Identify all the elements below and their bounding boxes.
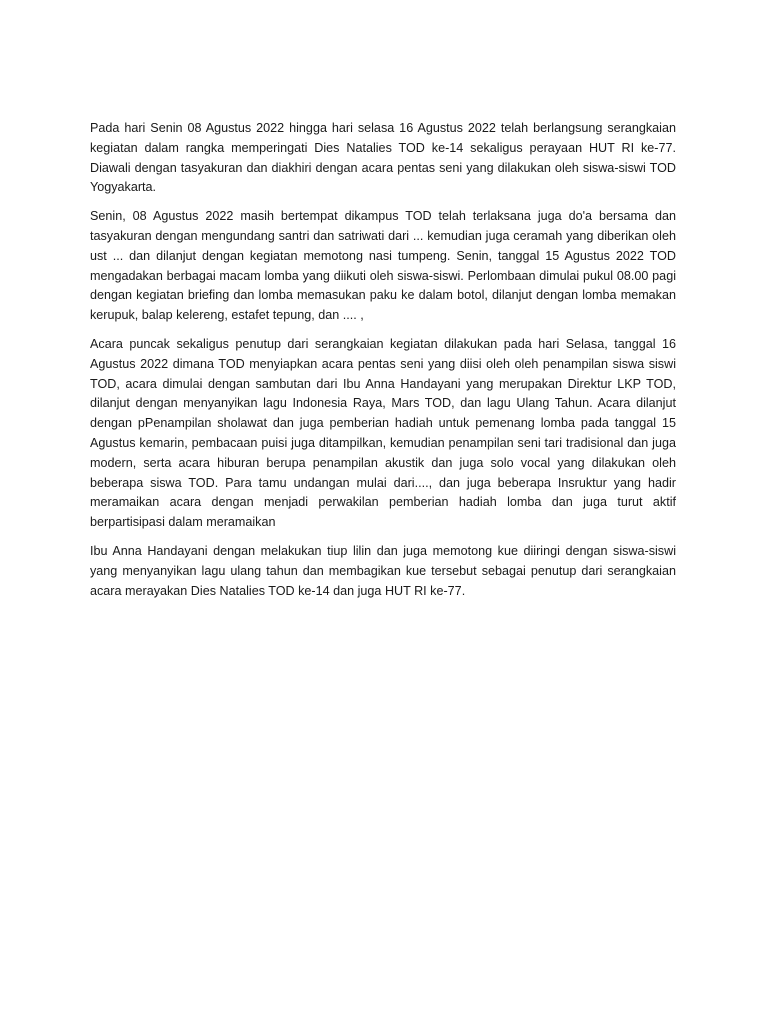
paragraph-4: Ibu Anna Handayani dengan melakukan tiup lilin dan juga memotong kue diiringi dengan siswa-siswi yang menyanyikan lagu ulang tahun dan membagikan kue tersebut sebagai penutup dari serangkaian acara merayakan Dies Natalies TOD ke-14 dan juga HUT RI ke-77. bbox=[90, 543, 676, 598]
paragraph-3: Acara puncak sekaligus penutup dari serangkaian kegiatan dilakukan pada hari Selasa, tanggal 16 Agustus 2022 dimana TOD menyiapkan acara pentas seni yang diisi oleh oleh penampilan siswa siswi TOD, acara dimulai dengan sambutan dari Ibu Anna Handayani yang merupakan Direktur LKP TOD, dilanjut dengan menyanyikan lagu Indonesia Raya, Mars TOD, dan lagu Ulang Tahun. Acara dilanjut dengan pPenampilan sholawat dan juga pemberian hadiah untuk pemenang lomba pada tanggal 15 Agustus kemarin, pembacaan puisi juga ditampilkan, kemudian penampilan seni tari tradisional dan juga modern, serta acara hiburan berupa penampilan akustik dan juga solo vocal yang dilakukan oleh beberapa siswa TOD. Para tamu undangan mulai dari...., dan juga beberapa Insruktur yang hadir meramaikan acara dengan menjadi perwakilan pemberian hadiah lomba dan juga turut aktif berpartisipasi dalam meramaikan bbox=[90, 336, 676, 530]
paragraph-1: Pada hari Senin 08 Agustus 2022 hingga hari selasa 16 Agustus 2022 telah berlangsung serangkaian kegiatan dalam rangka memperingati Dies Natalies TOD ke-14 sekaligus perayaan HUT RI ke-77. Diawali dengan tasyakuran dan diakhiri dengan acara pentas seni yang dilakukan oleh siswa-siswi TOD Yogyakarta. bbox=[90, 121, 676, 195]
paragraph-2: Senin, 08 Agustus 2022 masih bertempat dikampus TOD telah terlaksana juga do'a bersama dan tasyakuran dengan mengundang santri dan satriwati dari ... kemudian juga ceramah yang diberikan oleh ust ... dan dilanjut dengan kegiatan memotong nasi tumpeng. Senin, tanggal 15 Agustus 2022 TOD mengadakan berbagai macam lomba yang diikuti oleh siswa-siswi. Perlombaan dimulai pukul 08.00 pagi dengan kegiatan briefing dan lomba memasukan paku ke dalam botol, dilanjut dengan lomba memakan kerupuk, balap kelereng, estafet tepung, dan .... , bbox=[90, 209, 676, 323]
document-body bbox=[90, 119, 676, 610]
